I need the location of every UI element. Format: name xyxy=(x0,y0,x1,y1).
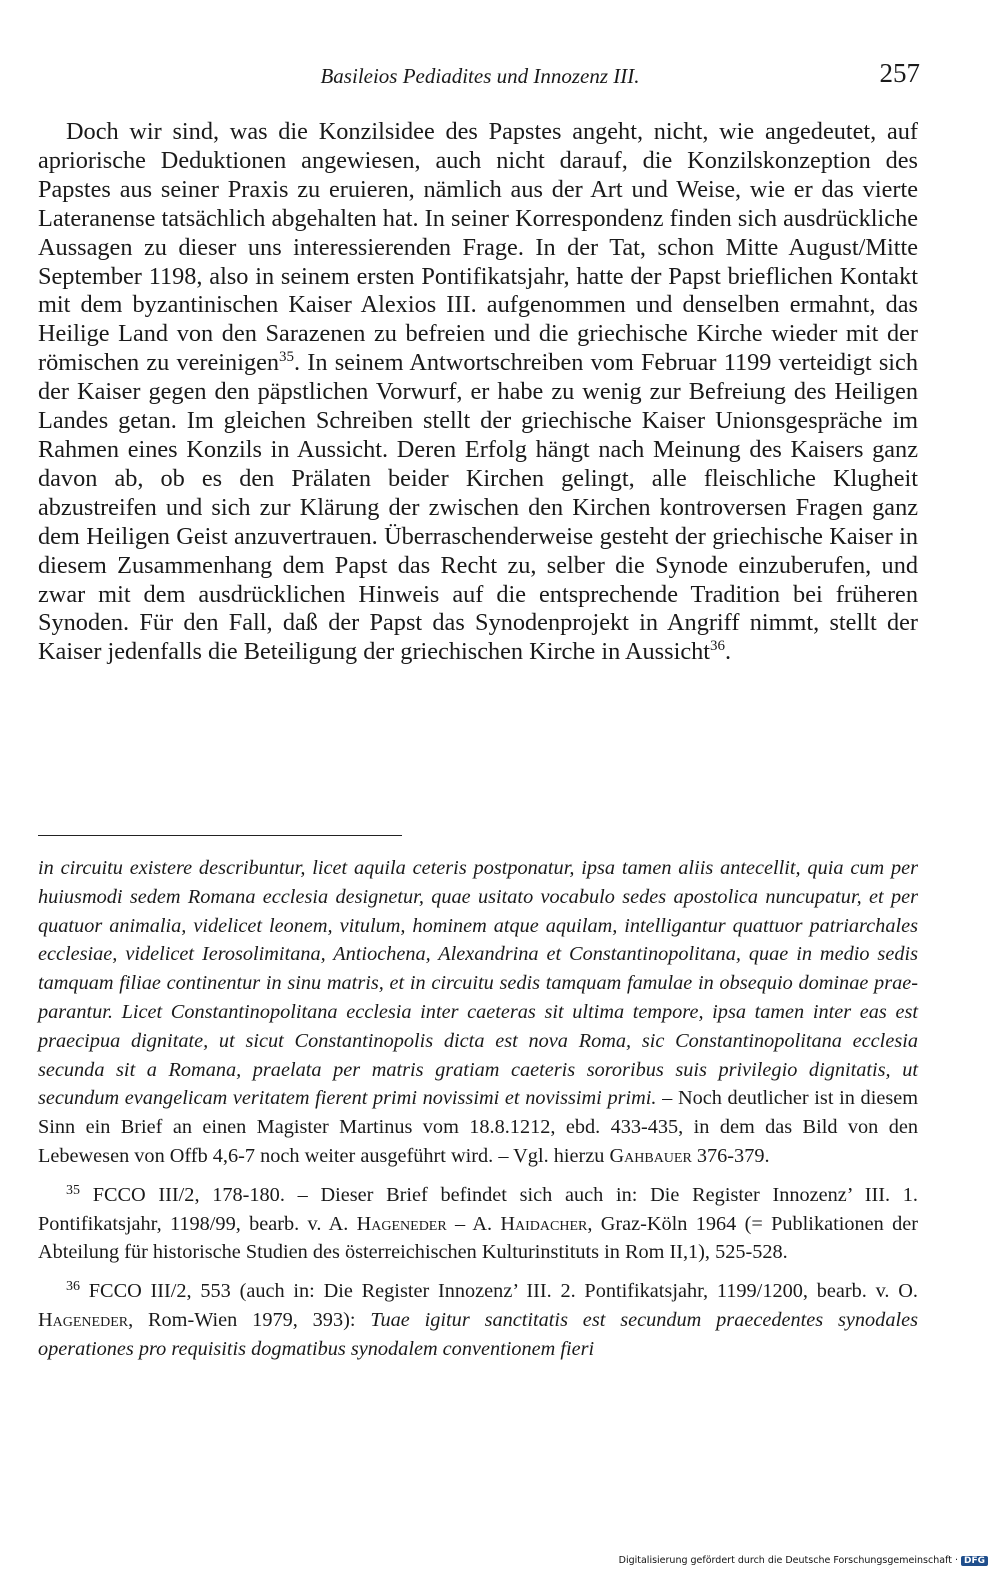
body-paragraph xyxy=(38,118,918,667)
running-title: Basileios Pediadites und Innozenz III. xyxy=(320,64,640,88)
body-text-part-3: . xyxy=(725,638,732,666)
footnote-number-35: 35 xyxy=(66,1182,80,1198)
footnote-ref-36[interactable]: 36 xyxy=(710,638,726,655)
body-text-part-1: Doch wir sind, was die Konzilsidee des Papstes angeht, nicht, wie angedeutet, auf apriorische Deduktionen angewiesen, auch nicht darauf, die Konzilskonzeption des Papstes aus seiner Praxis zu eruieren, nämlich aus der Art und Weise, wie er das vierte Lateranense tatsächlich abgehalten hat. In seiner Korrespondenz finden sich ausdrückliche Aussagen zu dieser uns interessierenden Frage. In der Tat, schon Mitte August/Mitte September 1198, also in seinem ersten Pontifikatsjahr, hatte der Papst brieflichen Kontakt mit dem byzantinischen Kaiser Alexios III. aufgenommen und denselben ermahnt, das Heilige Land von den Sarazenen zu befreien und die griechische Kirche wieder mit der römischen zu vereinigen xyxy=(38,118,918,377)
footnote-36 xyxy=(38,1277,918,1363)
footnote-35-text-a: FCCO III/2, 178-180. – Dieser Brief befindet sich auch in: Die Register Innozenz’ III. 1. Pontifikatsjahr, 1198/99, bearb. v. A. xyxy=(38,1183,918,1235)
digitization-credit xyxy=(619,1555,988,1566)
footnote-35-text-b: – A. xyxy=(446,1212,501,1235)
footnote-35-author-hageneder: Hageneder xyxy=(356,1212,447,1235)
footnote-author-gahbauer: Gahbauer xyxy=(609,1144,692,1167)
running-header xyxy=(40,58,920,98)
footnote-latin-quote: in circuitu existere describuntur, licet aquila ceteris postponatur, ipsa tamen aliis antecellit, quia cum per huiusmodi sedem Romana ecclesia designetur, quae usitato vocabulo sedes apostolica nuncupatur, et per quatuor animalia, videlicet leonem, vitulum, hominem atque aquilam, intelligantur quattuor patriarchales ecclesiae, videlicet Ierosolimitana, Antiochena, Alexandrina et Constantinopolitana, quae in medio sedis tamquam filiae continentur in sinu matris, et in circuitu sedis tamquam famulae in obsequio dominae praeparantur. Licet Constantinopolitana ecclesia inter caeteras sit ultima tempore, ipsa tamen inter eas est praecipua dignitate, ut sicut Constantinopolis dicta est nova Roma, sic Constantinopolitana ecclesia secunda sit a Romana, praelata per matris gratiam caeteris sororibus suis privilegio dignitatis, ut secundum evangelicam veritatem fierent primi novissimi et novissimi primi. xyxy=(38,857,918,1110)
footnote-continuation xyxy=(38,854,918,1171)
footnote-separator-rule xyxy=(38,835,402,836)
main-body-text xyxy=(38,118,918,667)
footnote-35-author-haidacher: Haidacher xyxy=(500,1212,588,1235)
footnote-continuation-pages: 376-379. xyxy=(691,1144,770,1167)
footnote-number-36: 36 xyxy=(66,1279,80,1295)
credit-text: Digitalisierung gefördert durch die Deutsche Forschungsgemeinschaft · xyxy=(618,1555,958,1566)
footnote-36-text-b: , Rom-Wien 1979, 393): xyxy=(128,1308,371,1331)
footnote-36-text-a: FCCO III/2, 553 (auch in: Die Register Innozenz’ III. 2. Pontifikatsjahr, 1199/1200, bearb. v. O. xyxy=(80,1280,918,1303)
footnote-35 xyxy=(38,1181,918,1267)
footnote-35-text-c: , Graz-Köln 1964 (= Publikationen der Abteilung für historische Studien des österreichischen Kulturinstituts in Rom II,1), 525-528. xyxy=(38,1212,918,1264)
dfg-logo: DFG xyxy=(961,1556,988,1566)
body-text-part-2: . In seinem Antwortschreiben vom Februar 1199 verteidigt sich der Kaiser gegen den päpstlichen Vorwurf, er habe zu wenig zur Befreiung des Heiligen Landes getan. Im gleichen Schreiben stellt der griechische Kaiser Unionsgespräche im Rahmen eines Konzils in Aussicht. Deren Erfolg hängt nach Meinung des Kaisers ganz davon ab, ob es den Prälaten beider Kirchen gelingt, alle fleischliche Klugheit abzustreifen und sich zur Klärung der zwischen den Kirchen kontroversen Fragen ganz dem Heiligen Geist anzuvertrauen. Überraschenderweise gesteht der griechische Kaiser in diesem Zusammenhang dem Papst das Recht zu, selber die Synode einzuberufen, und zwar mit dem ausdrücklichen Hinweis auf die entsprechende Tradition bei früheren Synoden. Für den Fall, daß der Papst das Synodenprojekt in Angriff nimmt, stellt der Kaiser jedenfalls die Beteiligung der griechischen Kirche in Aussicht xyxy=(38,349,918,666)
footnote-continuation-text: – Noch deutlicher ist in diesem Sinn ein Brief an einen Magister Martinus vom 18.8.1212, ebd. 433-435, in dem das Bild von den Lebewesen von Offb 4,6-7 noch weiter ausgeführt wird. – Vgl. hierzu xyxy=(38,1087,918,1167)
footnote-36-author-hageneder: Hageneder xyxy=(38,1308,129,1331)
page-number: 257 xyxy=(879,58,920,88)
footnote-ref-35[interactable]: 35 xyxy=(279,349,295,366)
footnote-36-latin-quote: Tuae igitur sanctitatis est secundum praecedentes synodales operationes pro requisitis dogmatibus synodalem conventionem fieri xyxy=(38,1308,918,1360)
footnotes-section xyxy=(38,854,918,1364)
